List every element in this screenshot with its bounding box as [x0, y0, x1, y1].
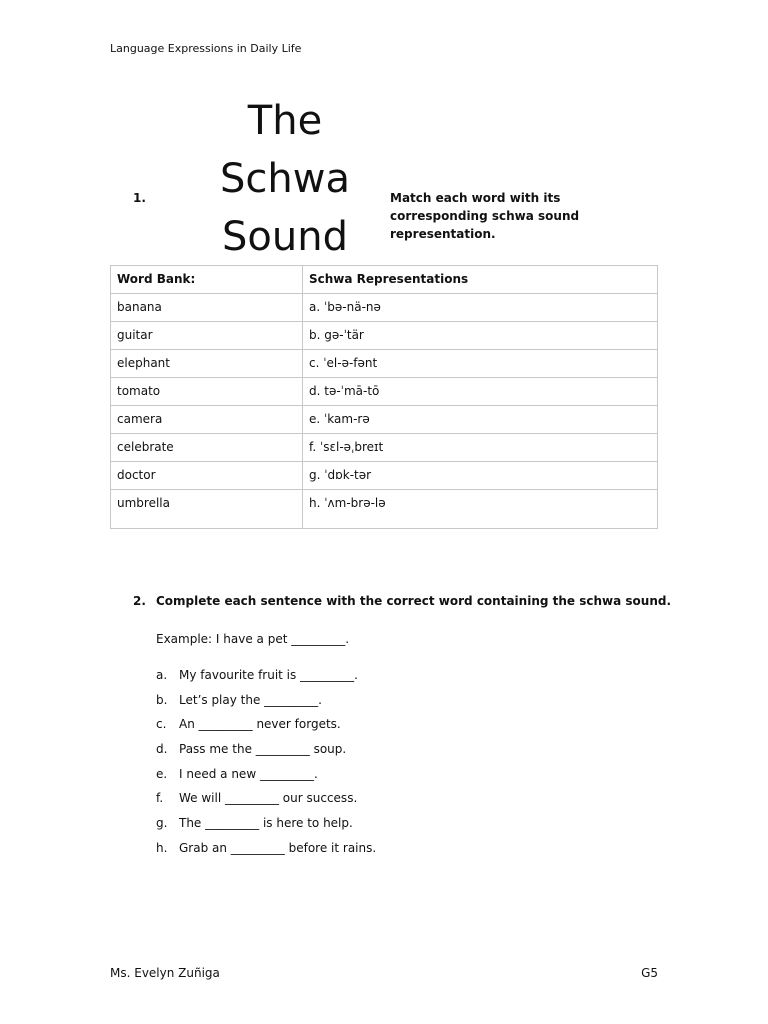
item-text: My favourite fruit is _________. [179, 668, 358, 682]
word-cell: doctor [111, 462, 303, 490]
word-cell: umbrella [111, 490, 303, 529]
table-row [111, 294, 658, 322]
table-row [111, 490, 658, 529]
item-letter: b. [156, 692, 168, 707]
table-row [111, 378, 658, 406]
item-text: Grab an _________ before it rains. [179, 840, 377, 855]
schwa-cell: f. ˈsɛl-əˌbreɪt [303, 434, 658, 462]
word-cell: tomato [111, 378, 303, 406]
table-row [111, 350, 658, 378]
footer-grade: G5 [641, 966, 658, 980]
list-item [156, 693, 376, 718]
column-header-word-bank: Word Bank: [111, 266, 303, 294]
column-header-schwa: Schwa Representations [303, 266, 658, 294]
list-item [156, 742, 376, 767]
word-cell: guitar [111, 322, 303, 350]
table-row [111, 406, 658, 434]
item-text: Let’s play the _________. [179, 692, 322, 707]
item-text: The _________ is here to help. [179, 816, 353, 831]
sentence-list [156, 668, 376, 866]
page-header: Language Expressions in Daily Life [110, 42, 302, 55]
question-2-number: 2. [133, 594, 146, 608]
schwa-cell: d. tə-ˈmā-tō [303, 378, 658, 406]
item-letter: e. [156, 766, 168, 781]
item-letter: d. [156, 742, 168, 757]
example-sentence: Example: I have a pet _________. [156, 632, 350, 646]
schwa-cell: b. gə-ˈtär [303, 322, 658, 350]
title-line: Sound [222, 214, 348, 260]
schwa-cell: g. ˈdɒk-tər [303, 462, 658, 490]
item-letter: h. [156, 840, 168, 855]
matching-table [110, 265, 658, 529]
question-1-number: 1. [133, 191, 146, 205]
word-cell: celebrate [111, 434, 303, 462]
word-cell: banana [111, 294, 303, 322]
question-1-instructions: Match each word with its corresponding schwa sound representation. [390, 191, 580, 241]
item-text: I need a new _________. [179, 766, 318, 781]
list-item [156, 767, 376, 792]
table-row [111, 434, 658, 462]
footer-author: Ms. Evelyn Zuñiga [110, 966, 220, 980]
list-item [156, 841, 376, 866]
list-item [156, 816, 376, 841]
table-row [111, 322, 658, 350]
schwa-cell: a. ˈbə-nä-nə [303, 294, 658, 322]
table-header-row [111, 266, 658, 294]
item-text: We will _________ our success. [179, 791, 358, 806]
table-row [111, 462, 658, 490]
item-text: Pass me the _________ soup. [179, 742, 347, 757]
item-text: An _________ never forgets. [179, 717, 341, 732]
word-cell: camera [111, 406, 303, 434]
worksheet-title [214, 92, 356, 266]
item-letter: a. [156, 668, 168, 682]
item-letter: f. [156, 791, 164, 806]
schwa-cell: h. ˈʌm-brə-lə [303, 490, 658, 529]
list-item [156, 668, 376, 693]
schwa-cell: c. ˈel-ə-fənt [303, 350, 658, 378]
word-cell: elephant [111, 350, 303, 378]
title-line: Schwa [220, 156, 350, 202]
list-item [156, 791, 376, 816]
item-letter: g. [156, 816, 168, 831]
list-item [156, 717, 376, 742]
schwa-cell: e. ˈkam-rə [303, 406, 658, 434]
title-line: The [247, 98, 323, 144]
question-2-instructions: Complete each sentence with the correct word containing the schwa sound. [156, 594, 672, 608]
item-letter: c. [156, 717, 167, 732]
